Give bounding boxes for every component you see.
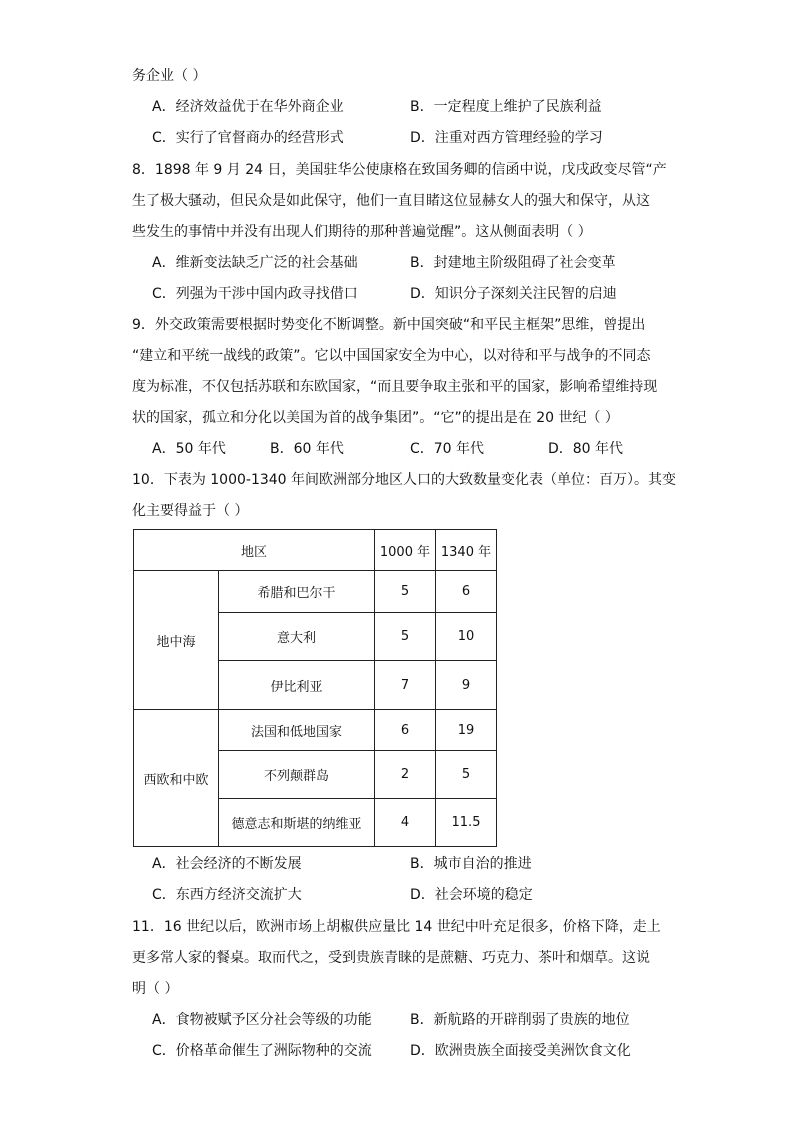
q8-stem-line-3: 些发生的事情中并没有出现人们期待的那种普遍觉醒”。这从侧面表明（ ） xyxy=(132,224,592,240)
table-row xyxy=(134,710,497,751)
value-1340-cell: 10 xyxy=(436,613,497,661)
value-1000-cell: 5 xyxy=(375,613,436,661)
value-1340-cell: 9 xyxy=(436,661,497,710)
q7-option-d[interactable]: D．注重对西方管理经验的学习 xyxy=(410,130,603,146)
q11-option-a[interactable]: A．食物被赋予区分社会等级的功能 xyxy=(152,1012,372,1028)
value-1000-cell: 2 xyxy=(375,751,436,799)
q7-stem-end: 务企业（ ） xyxy=(132,68,207,84)
q9-option-b[interactable]: B．60 年代 xyxy=(270,441,344,457)
header-1000: 1000 年 xyxy=(375,530,436,571)
q11-stem-line-3: 明（ ） xyxy=(132,981,179,997)
q9-stem-line-2: “建立和平统一战线的政策”。它以中国国家安全为中心，以对待和平与战争的不同态 xyxy=(132,348,651,364)
q9-option-c[interactable]: C．70 年代 xyxy=(410,441,485,457)
q9-stem-line-3: 度为标准，不仅包括苏联和东欧国家，“而且要争取主张和平的国家，影响希望维持现 xyxy=(132,379,658,395)
header-region: 地区 xyxy=(134,530,375,571)
group-western-central-europe: 西欧和中欧 xyxy=(134,710,219,847)
q10-option-a[interactable]: A．社会经济的不断发展 xyxy=(152,856,302,872)
table-header-row xyxy=(134,530,497,571)
q11-option-c[interactable]: C．价格革命催生了洲际物种的交流 xyxy=(152,1043,372,1059)
q10-option-d[interactable]: D．社会环境的稳定 xyxy=(410,887,533,903)
q9-option-a[interactable]: A．50 年代 xyxy=(152,441,226,457)
country-cell: 不列颠群岛 xyxy=(219,751,375,799)
value-1340-cell: 19 xyxy=(436,710,497,751)
group-mediterranean: 地中海 xyxy=(134,571,219,710)
q10-stem-line-1: 10．下表为 1000-1340 年间欧洲部分地区人口的大致数量变化表（单位：百万）。其变 xyxy=(132,472,677,488)
q9-stem-line-4: 状的国家，孤立和分化以美国为首的战争集团”。“它”的提出是在 20 世纪（ ） xyxy=(132,410,619,426)
country-cell: 法国和低地国家 xyxy=(219,710,375,751)
header-1340: 1340 年 xyxy=(436,530,497,571)
value-1340-cell: 5 xyxy=(436,751,497,799)
country-cell: 德意志和斯堪的纳维亚 xyxy=(219,799,375,847)
q10-option-b[interactable]: B．城市自治的推进 xyxy=(410,856,532,872)
value-1000-cell: 7 xyxy=(375,661,436,710)
q11-stem-line-2: 更多常人家的餐桌。取而代之，受到贵族青睐的是蔗糖、巧克力、茶叶和烟草。这说 xyxy=(132,950,650,966)
q8-stem-line-2: 生了极大骚动，但民众是如此保守，他们一直目睹这位显赫女人的强大和保守，从这 xyxy=(132,193,650,209)
q8-option-b[interactable]: B．封建地主阶级阻碍了社会变革 xyxy=(410,255,616,271)
value-1000-cell: 6 xyxy=(375,710,436,751)
country-cell: 伊比利亚 xyxy=(219,661,375,710)
q7-option-a[interactable]: A．经济效益优于在华外商企业 xyxy=(152,99,344,115)
q8-option-d[interactable]: D．知识分子深刻关注民智的启迪 xyxy=(410,286,617,302)
q11-option-b[interactable]: B．新航路的开辟削弱了贵族的地位 xyxy=(410,1012,630,1028)
q10-stem-line-2: 化主要得益于（ ） xyxy=(132,503,249,519)
q7-option-b[interactable]: B．一定程度上维护了民族利益 xyxy=(410,99,602,115)
value-1340-cell: 6 xyxy=(436,571,497,613)
table-row xyxy=(134,571,497,613)
q8-option-c[interactable]: C．列强为干涉中国内政寻找借口 xyxy=(152,286,358,302)
q10-option-c[interactable]: C．东西方经济交流扩大 xyxy=(152,887,302,903)
q9-stem-line-1: 9．外交政策需要根据时势变化不断调整。新中国突破“和平民主框架”思维，曾提出 xyxy=(132,317,646,333)
q11-option-d[interactable]: D．欧洲贵族全面接受美洲饮食文化 xyxy=(410,1043,631,1059)
q7-option-c[interactable]: C．实行了官督商办的经营形式 xyxy=(152,130,344,146)
q8-stem-line-1: 8．1898 年 9 月 24 日，美国驻华公使康格在致国务卿的信函中说，戊戌政变尽管“产 xyxy=(132,162,667,178)
value-1340-cell: 11.5 xyxy=(436,799,497,847)
value-1000-cell: 5 xyxy=(375,571,436,613)
country-cell: 意大利 xyxy=(219,613,375,661)
q9-option-d[interactable]: D．80 年代 xyxy=(548,441,624,457)
q11-stem-line-1: 11．16 世纪以后，欧洲市场上胡椒供应量比 14 世纪中叶充足很多，价格下降，走上 xyxy=(132,919,661,935)
country-cell: 希腊和巴尔干 xyxy=(219,571,375,613)
q8-option-a[interactable]: A．维新变法缺乏广泛的社会基础 xyxy=(152,255,358,271)
value-1000-cell: 4 xyxy=(375,799,436,847)
population-table xyxy=(133,529,497,847)
